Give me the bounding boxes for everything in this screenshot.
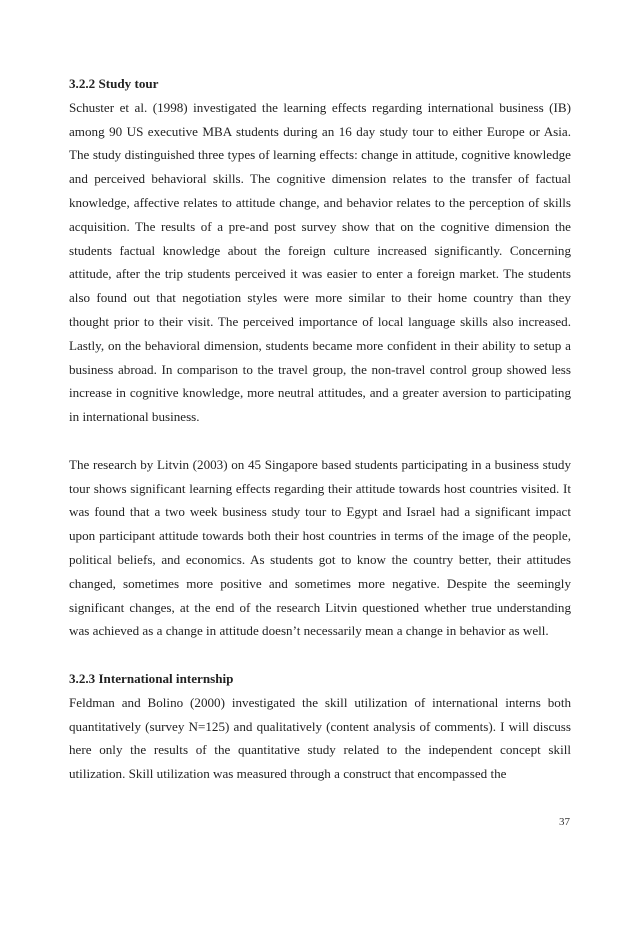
- paragraph-gap: [69, 429, 571, 453]
- paragraph-litvin: The research by Litvin (2003) on 45 Singapore based students participating in a business study tour shows significant learning effects regarding their attitude towards host countries visited. It was found that a two week business study tour to Egypt and Israel had a significant impact upon participant attitude towards both their host countries in terms of the image of the people, political beliefs, and economics. As students got to know the country better, their attitudes changed, sometimes more positive and sometimes more negative. Despite the seemingly significant changes, at the end of the research Litvin questioned whether true understanding was achieved as a change in attitude doesn’t necessarily mean a change in behavior as well.: [69, 456, 571, 639]
- section-heading-study-tour: 3.2.2 Study tour: [69, 76, 159, 91]
- page-body: [69, 72, 571, 786]
- paragraph-schuster: Schuster et al. (1998) investigated the learning effects regarding international business (IB) among 90 US executive MBA students during an 16 day study tour to either Europe or Asia. The study distinguished three types of learning effects: change in attitude, cognitive knowledge and perceived behavioral skills. The cognitive dimension relates to the transfer of factual knowledge, affective relates to attitude change, and behavior relates to the perception of skills acquisition. The results of a pre-and post survey show that on the cognitive dimension the students factual knowledge about the foreign culture increased significantly. Concerning attitude, after the trip students perceived it was easier to enter a foreign market. The students also found out that negotiation styles were more similar to their home country than they thought prior to their visit. The perceived importance of local language skills also increased. Lastly, on the behavioral dimension, students became more confident in their ability to setup a business abroad. In comparison to the travel group, the non-travel control group showed less increase in cognitive knowledge, more neutral attitudes, and a greater aversion to participating in international business.: [69, 99, 571, 425]
- page-number: 37: [559, 816, 570, 828]
- section-heading-international-internship: 3.2.3 International internship: [69, 670, 234, 686]
- paragraph-gap: [69, 643, 571, 667]
- paragraph-feldman-bolino: Feldman and Bolino (2000) investigated the skill utilization of international interns both quantitatively (survey N=125) and qualitatively (content analysis of comments). I will discuss here only the results of the quantitative study related to the independent concept skill utilization. Skill utilization was measured through a construct that encompassed the: [69, 694, 571, 782]
